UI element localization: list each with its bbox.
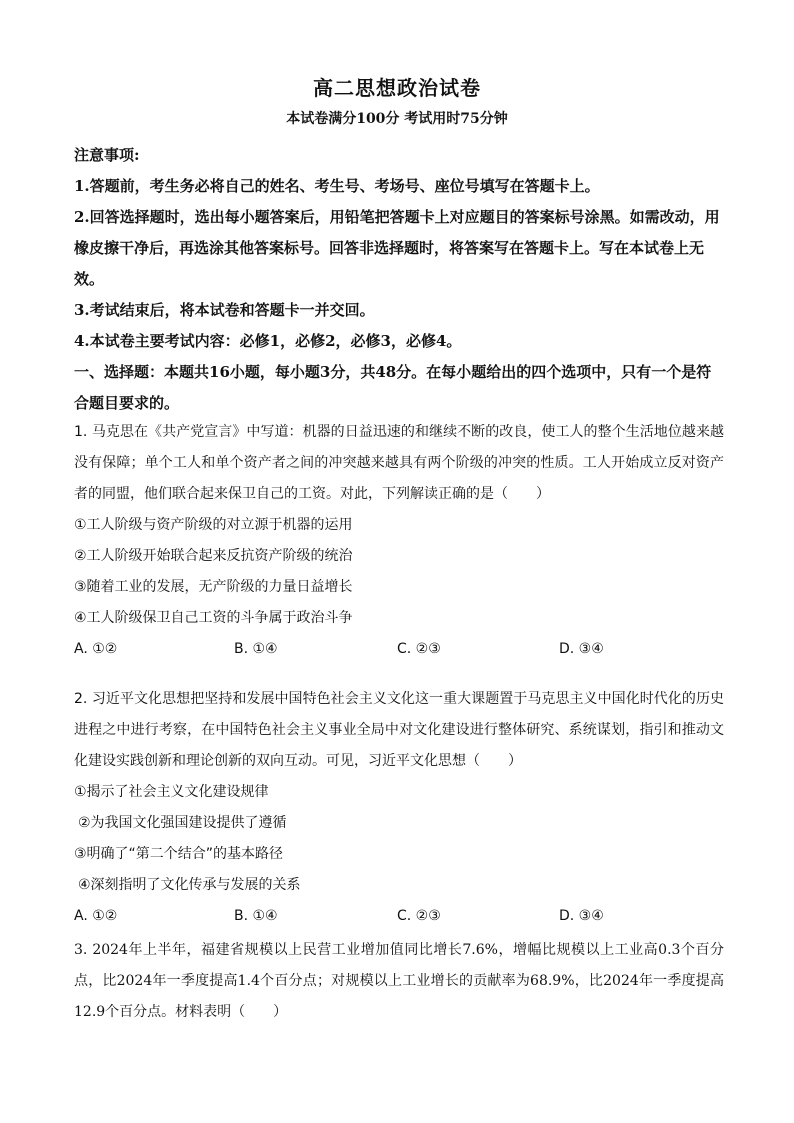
answer-choices [74, 634, 724, 665]
question-2 [74, 684, 724, 932]
question-1 [74, 417, 724, 665]
statement-option: ②工人阶级开始联合起来反抗资产阶级的统治 [74, 548, 353, 564]
answer-choice-d: D. ③④ [559, 908, 604, 924]
answer-choice-a: A. ①② [74, 641, 118, 657]
answer-choice-a: A. ①② [74, 908, 118, 924]
answer-choice-b: B. ①④ [234, 641, 278, 657]
answer-choice-b: B. ①④ [234, 908, 278, 924]
notes-block [74, 140, 724, 419]
note-item: 4.本试卷主要考试内容：必修1，必修2，必修3，必修4。 [74, 332, 462, 350]
note-item: 2.回答选择题时，选出每小题答案后，用铅笔把答题卡上对应题目的答案标号涂黑。如需改动，用橡皮擦干净后，再选涂其他答案标号。回答非选择题时，将答案写在答题卡上。写在本试卷上无效。 [74, 208, 720, 288]
statement-option: ④工人阶级保卫自己工资的斗争属于政治斗争 [74, 610, 353, 626]
page-subtitle: 本试卷满分100分 考试用时75分钟 [286, 111, 508, 127]
notes-heading: 注意事项: [74, 146, 140, 164]
question-stem: 3. 2024年上半年，福建省规模以上民营工业增加值同比增长7.6%，增幅比规模以上工业高0.3个百分点，比2024年一季度提高1.4个百分点；对规模以上工业增长的贡献率为68.9%，比2024年一季度提高12.9个百分点。材料表明（ ） [74, 942, 724, 1020]
statement-option: ④深刻指明了文化传承与发展的关系 [78, 877, 301, 893]
section-heading: 一、选择题：本题共16小题，每小题3分，共48分。在每小题给出的四个选项中，只有一个是符合题目要求的。 [74, 363, 712, 412]
answer-choice-c: C. ②③ [397, 908, 441, 924]
page-title: 高二思想政治试卷 [313, 76, 481, 100]
statement-option: ③随着工业的发展，无产阶级的力量日益增长 [74, 579, 353, 595]
question-stem: 2. 习近平文化思想把坚持和发展中国特色社会主义文化这一重大课题置于马克思主义中国化时代化的历史进程之中进行考察，在中国特色社会主义事业全局中对文化建设进行整体研究、系统谋划，指引和推动文化建设实践创新和理论创新的双向互动。可见，习近平文化思想（ ） [74, 691, 724, 769]
answer-choice-d: D. ③④ [559, 641, 604, 657]
answer-choice-c: C. ②③ [397, 641, 441, 657]
statement-option: ②为我国文化强国建设提供了遵循 [78, 815, 287, 831]
question-stem: 1. 马克思在《共产党宣言》中写道：机器的日益迅速的和继续不断的改良，使工人的整个生活地位越来越没有保障；单个工人和单个资产者之间的冲突越来越具有两个阶级的冲突的性质。工人开始成立反对资产者的同盟，他们联合起来保卫自己的工资。对此，下列解读正确的是（ ） [74, 424, 724, 502]
statement-option: ①工人阶级与资产阶级的对立源于机器的运用 [74, 517, 353, 533]
answer-choices [74, 901, 724, 932]
note-item: 1.答题前，考生务必将自己的姓名、考生号、考场号、座位号填写在答题卡上。 [74, 177, 600, 195]
statement-option: ③明确了“第二个结合”的基本路径 [74, 846, 284, 862]
statement-option: ①揭示了社会主义文化建设规律 [74, 784, 269, 800]
note-item: 3.考试结束后，将本试卷和答题卡一并交回。 [74, 301, 375, 319]
question-3 [74, 935, 724, 1028]
